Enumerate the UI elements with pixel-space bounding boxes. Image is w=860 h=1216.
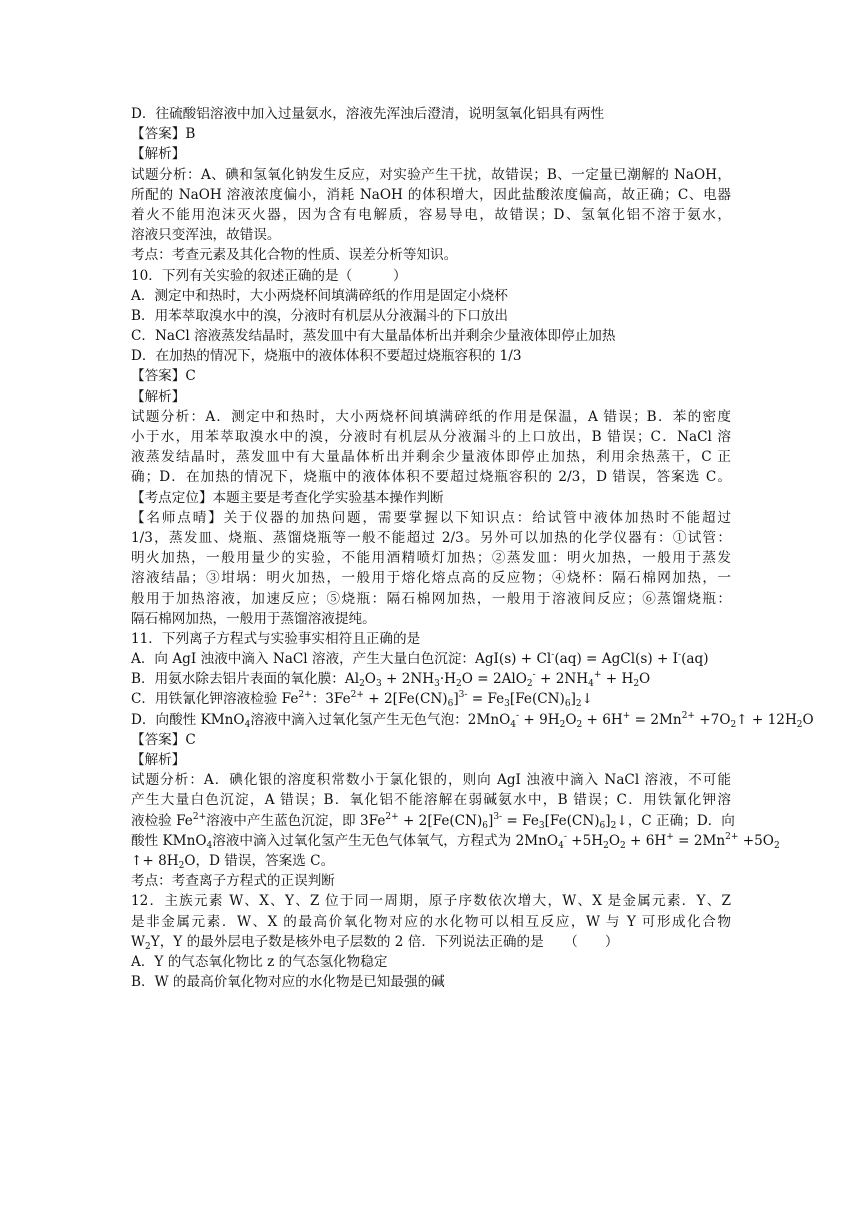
text-line: 是非金属元素．W、X 的最高价氧化物对应的水化物可以相互反应，W 与 Y 可形成化合物 [131,913,731,930]
document-body [131,104,814,992]
text-line: 【解析】 [131,146,186,163]
text-line: 试题分析：A．测定中和热时，大小两烧杯间填满碎纸的作用是保温，A 错误；B．苯的密度 [131,408,731,425]
text-line: 【考点定位】本题主要是考查化学实验基本操作判断 [131,489,444,506]
text-line: D．在加热的情况下，烧瓶中的液体体积不要超过烧瓶容积的 1/3 [131,348,522,365]
text-line: C．NaCl 溶液蒸发结晶时，蒸发皿中有大量晶体析出并剩余少量液体即停止加热 [131,328,616,345]
text-line: B．用苯萃取溴水中的溴，分液时有机层从分液漏斗的下口放出 [131,307,509,324]
text-line: 考点：考查元素及其化合物的性质、误差分析等知识。 [131,247,458,264]
text-line: 明火加热，一般用量少的实验，不能用酒精喷灯加热；②蒸发皿：明火加热，一般用于蒸发 [131,550,731,567]
text-line: A．向 AgI 浊液中滴入 NaCl 溶液，产生大量白色沉淀：AgI(s) + Cl-(aq) = AgCl(s) + I-(aq) [131,650,709,668]
text-line: 隔石棉网加热，一般用于蒸馏溶液提纯。 [131,610,376,627]
text-line: 考点：考查离子方程式的正误判断 [131,873,335,890]
text-line: 溶液只变浑浊，故错误。 [131,227,281,244]
text-line: 1/3，蒸发皿、烧瓶、蒸馏烧瓶等一般不能超过 2/3。另外可以加热的化学仪器有：①试管： [131,529,731,546]
text-line: 般用于加热溶液，加速反应；⑤烧瓶：隔石棉网加热，一般用于溶液间反应；⑥蒸馏烧瓶： [131,590,731,607]
text-line: 【名师点晴】关于仪器的加热问题，需要掌握以下知识点：给试管中液体加热时不能超过 [131,509,731,526]
text-line: 【答案】C [131,731,196,748]
text-line: 【答案】C [131,368,196,385]
text-line: A．测定中和热时，大小两烧杯间填满碎纸的作用是固定小烧杯 [131,287,508,304]
text-line: 试题分析：A、碘和氢氧化钠发生反应，对实验产生干扰，故错误；B、一定量已潮解的 NaOH， [131,166,731,183]
text-line: C．用铁氰化钾溶液检验 $Fe^{2+}$：$3Fe^{2+} + 2[Fe(CN)_6]^{3-}$ = $Fe_3[Fe(CN)_6]_2↓$ [131,690,594,710]
text-line: 11．下列离子方程式与实验事实相符且正确的是 [131,630,421,647]
text-line: 试题分析：A．碘化银的溶度积常数小于氯化银的，则向 AgI 浊液中滴入 NaCl 溶液，不可能 [131,772,731,789]
text-line: 液蒸发结晶时，蒸发皿中有大量晶体析出并剩余少量液体即停止加热，利用余热蒸干，C 正 [131,449,731,466]
text-line: $W_2Y$，Y 的最外层电子数是核外电子层数的 2 倍．下列说法正确的是 （ ） [131,933,619,952]
text-line: 【解析】 [131,752,186,768]
text-line: A．Y 的气态氧化物比 z 的气态氢化物稳定 [131,953,388,970]
text-line: 溶液结晶；③坩埚：明火加热，一般用于熔化熔点高的反应物；④烧杯：隔石棉网加热，一 [131,570,731,587]
text-line: 着火不能用泡沫灭火器，因为含有电解质，容易导电，故错误；D、氢氧化铝不溶于氨水， [131,206,731,223]
text-line: 酸性 KMnO$_4$溶液中滴入过氧化氢产生无色气体氧气，方程式为 $2MnO_4^- +5H_2O_2 + 6H^+ = 2Mn^{2+} +5O_2$ [131,831,780,851]
text-line: 确；D．在加热的情况下，烧瓶中的液体体积不要超过烧瓶容积的 2/3，D 错误，答案选 C。 [131,469,731,486]
text-line: 【解析】 [131,388,186,405]
text-line: B．W 的最高价氧化物对应的水化物是已知最强的碱 [131,974,445,991]
text-line: D．向酸性 KMnO$_4$溶液中滴入过氧化氢产生无色气泡：$2MnO_4^- + 9H_2O_2 + 6H^+ = 2Mn^{2+}$ $+7O_2↑ + 12H_2O$ [131,710,814,730]
text-line: 小于水，用苯萃取溴水中的溴，分液时有机层从分液漏斗的上口放出，B 错误；C．NaCl 溶 [131,429,731,445]
text-line: 12．主族元素 W、X、Y、Z 位于同一周期，原子序数依次增大，W、X 是金属元素．Y、Z [131,893,731,910]
text-line: 产生大量白色沉淀，A 错误；B．氧化铝不能溶解在弱碱氨水中，B 错误；C．用铁氰化钾溶 [131,792,731,809]
text-line: 所配的 NaOH 溶液浓度偏小，消耗 NaOH 的体积增大，因此盐酸浓度偏高，故正确；C、电器 [131,186,731,203]
text-line: ↑+ $8H_2O$，D 错误，答案选 C。 [131,852,335,871]
text-line: 10．下列有关实验的叙述正确的是（ ） [131,267,407,284]
text-line: D．往硫酸铝溶液中加入过量氨水，溶液先浑浊后澄清，说明氢氧化铝具有两性 [131,106,605,122]
text-line: B．用氨水除去铝片表面的氧化膜：$Al_2O_3 + 2NH_3\cdot H_2O = 2AlO_2^- + 2NH_4^+ + H_2O$ [131,670,651,690]
text-line: 【答案】B [131,126,196,143]
text-line: 液检验 $Fe^{2+}$溶液中产生蓝色沉淀，即 $3Fe^{2+} + 2[Fe(CN)_6]^{3-}$ = $Fe_3[Fe(CN)_6]_2↓$，C 正确；D．向 [131,811,735,831]
